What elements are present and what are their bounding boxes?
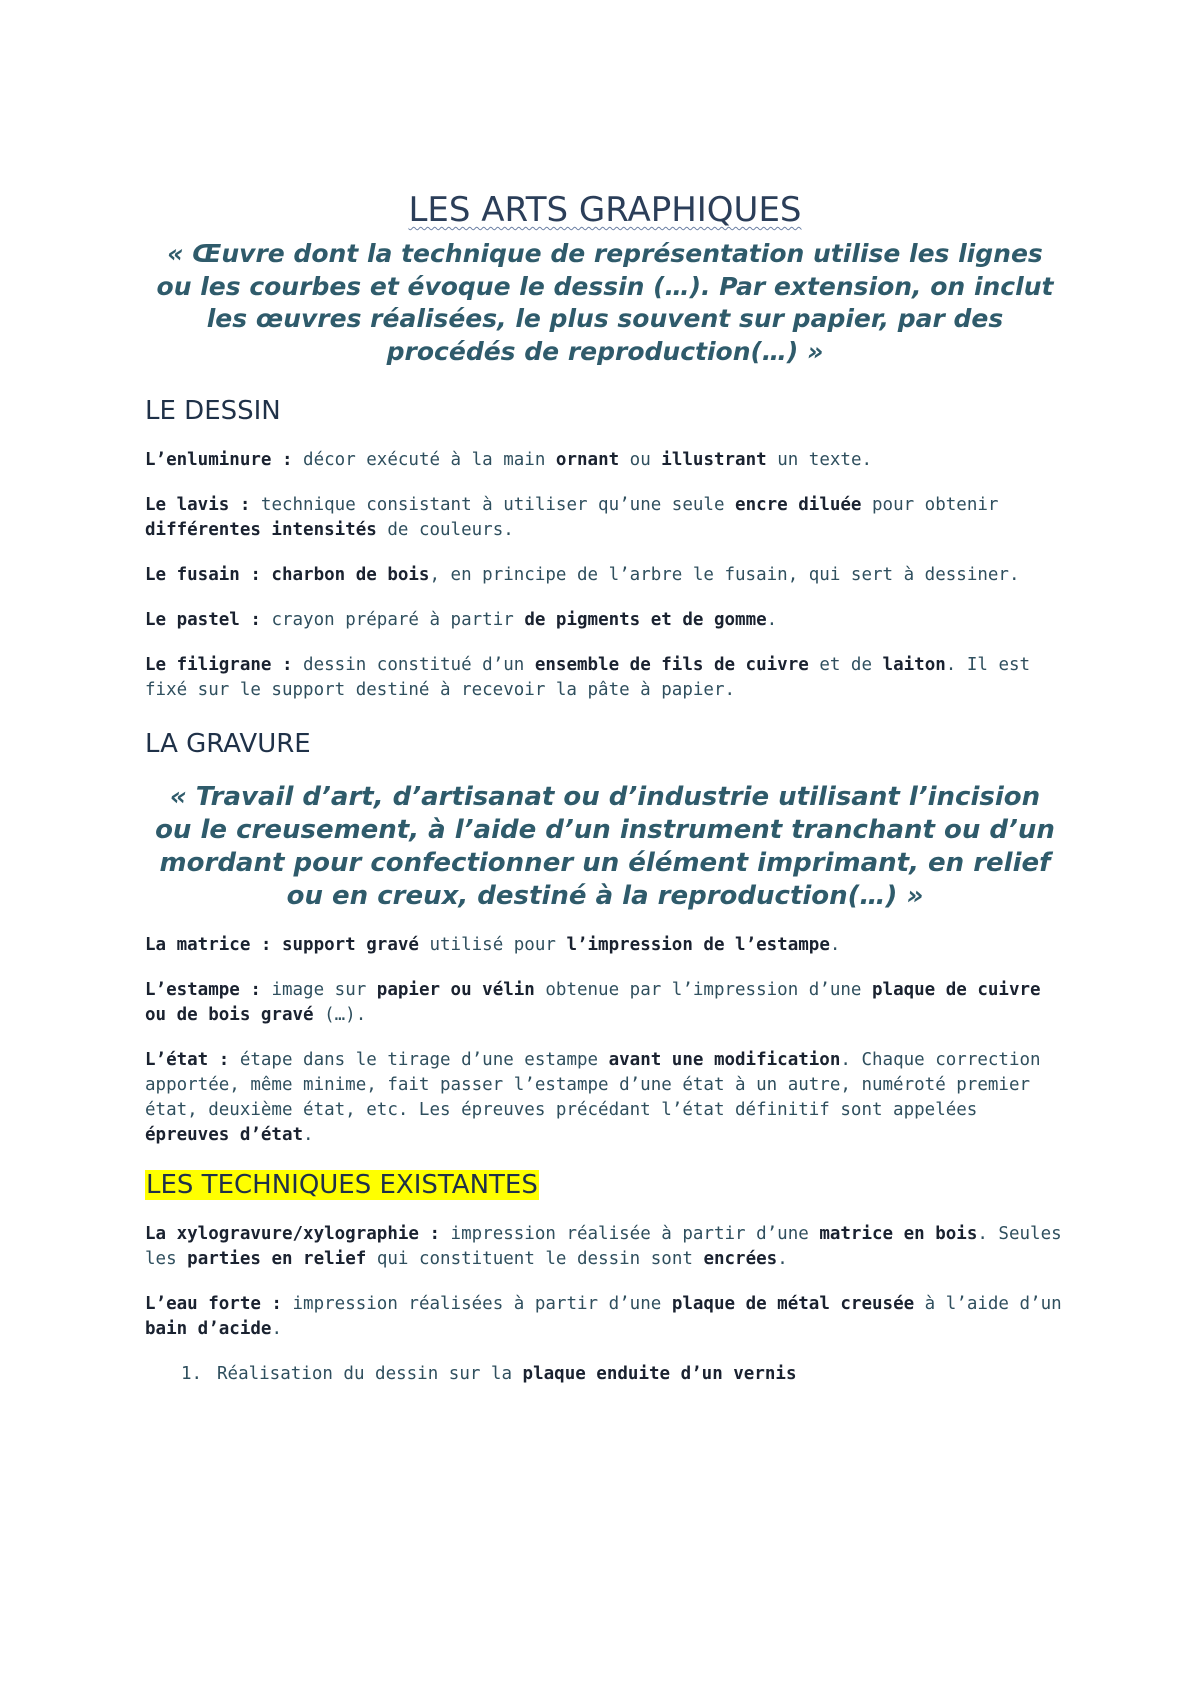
body-text: (…). bbox=[313, 1005, 367, 1025]
body-text: ou bbox=[619, 450, 662, 470]
body-text: . bbox=[766, 610, 778, 630]
body-text: . Chaque correction apportée, même minime, fait passer l’estampe d’une état à un autre, numéroté premier état, deuxième état, etc. Les épreuves précédant l’état définitif sont appelées bbox=[145, 1050, 1041, 1120]
gravure-definition bbox=[145, 978, 1065, 1028]
body-text: image sur bbox=[271, 980, 377, 1000]
document-content bbox=[145, 190, 1065, 1387]
section-heading-gravure: LA GRAVURE bbox=[145, 729, 311, 759]
body-text: décor exécuté à la main bbox=[303, 450, 556, 470]
intro-quote: « Œuvre dont la technique de représentation utilise les lignes ou les courbes et évoque le dessin (…). Par extension, on inclut les œuvres réalisées, le plus souvent sur papier, par des procédés de reproduction(…) » bbox=[156, 239, 1054, 366]
definition-term: Le pastel : bbox=[145, 610, 272, 630]
bold-text: plaque de métal creusée bbox=[671, 1294, 915, 1314]
body-text: Réalisation du dessin sur la bbox=[217, 1364, 523, 1384]
definition-term: L’eau forte : bbox=[145, 1294, 293, 1314]
definition-term: Le fusain : charbon de bois bbox=[145, 565, 430, 585]
definition-term: Le filigrane : bbox=[145, 655, 304, 675]
gravure-quote: « Travail d’art, d’artisanat ou d’industrie utilisant l’incision ou le creusement, à l’aide d’un instrument tranchant ou d’un mordant pour confectionner un élément imprimant, en relief ou en creux, destiné à la reproduction(…) » bbox=[155, 782, 1055, 911]
bold-text: différentes intensités bbox=[145, 520, 377, 540]
definition-term: L’enluminure : bbox=[145, 450, 304, 470]
body-text: . Il est fixé sur le support destiné à recevoir la pâte à papier. bbox=[145, 655, 1031, 700]
body-text: technique consistant à utiliser qu’une seule bbox=[260, 495, 736, 515]
body-text: crayon préparé à partir bbox=[271, 610, 525, 630]
bold-text: de pigments et de gomme bbox=[524, 610, 767, 630]
list-item-number: 1. bbox=[181, 1364, 203, 1384]
technique-definition bbox=[145, 1222, 1065, 1272]
page-title-text: LES ARTS GRAPHIQUES bbox=[408, 190, 802, 230]
body-text: . bbox=[777, 1249, 788, 1269]
body-text: . bbox=[829, 935, 841, 955]
bold-text: l’impression de l’estampe bbox=[566, 935, 830, 955]
body-text: utilisé pour bbox=[418, 935, 567, 955]
body-text: et de bbox=[808, 655, 883, 675]
techniques-steps-list bbox=[145, 1362, 1065, 1387]
list-item bbox=[181, 1362, 1065, 1387]
bold-text: plaque de cuivre ou de bois gravé bbox=[145, 980, 1041, 1025]
dessin-definitions bbox=[145, 448, 1065, 703]
bold-text: laiton bbox=[882, 655, 946, 675]
body-text: . bbox=[271, 1319, 282, 1339]
gravure-definitions bbox=[145, 933, 1065, 1148]
definition-term: La matrice : bbox=[145, 935, 282, 955]
bold-text: avant une modification bbox=[608, 1050, 841, 1070]
body-text: obtenue par l’impression d’une bbox=[534, 980, 872, 1000]
bold-text: matrice en bois bbox=[819, 1224, 978, 1244]
bold-text: ornant bbox=[555, 450, 620, 470]
bold-text: illustrant bbox=[661, 450, 767, 470]
bold-text: parties en relief bbox=[187, 1249, 367, 1269]
body-text: . bbox=[303, 1125, 314, 1145]
technique-definition bbox=[145, 1292, 1065, 1342]
bold-text: plaque enduite d’un vernis bbox=[522, 1364, 797, 1384]
techniques-definitions bbox=[145, 1222, 1065, 1342]
body-text: de couleurs. bbox=[376, 520, 514, 540]
bold-text: encre diluée bbox=[735, 495, 862, 515]
body-text: un texte. bbox=[766, 450, 873, 470]
body-text: . Seules les bbox=[145, 1224, 1062, 1269]
body-text: impression réalisée à partir d’une bbox=[450, 1224, 820, 1244]
bold-text: bain d’acide bbox=[145, 1319, 272, 1339]
dessin-definition bbox=[145, 653, 1065, 703]
section-heading-dessin: LE DESSIN bbox=[145, 396, 281, 426]
page-title bbox=[145, 190, 1065, 230]
body-text: pour obtenir bbox=[861, 495, 999, 515]
body-text: impression réalisées à partir d’une bbox=[292, 1294, 672, 1314]
definition-term: L’état : bbox=[145, 1050, 240, 1070]
bold-text: ensemble de fils de cuivre bbox=[534, 655, 809, 675]
section-heading-techniques bbox=[145, 1170, 1065, 1200]
dessin-definition bbox=[145, 448, 1065, 473]
definition-term: La xylogravure/xylographie : bbox=[145, 1224, 451, 1244]
bold-text: encrées bbox=[703, 1249, 778, 1269]
dessin-definition bbox=[145, 493, 1065, 543]
bold-text: papier ou vélin bbox=[376, 980, 535, 1000]
gravure-definition bbox=[145, 1048, 1065, 1148]
gravure-definition bbox=[145, 933, 1065, 958]
dessin-definition bbox=[145, 608, 1065, 633]
bold-text: support gravé bbox=[281, 935, 419, 955]
body-text: , en principe de l’arbre le fusain, qui sert à dessiner. bbox=[429, 565, 1020, 585]
body-text: dessin constitué d’un bbox=[303, 655, 535, 675]
dessin-definition bbox=[145, 563, 1065, 588]
bold-text: épreuves d’état bbox=[145, 1125, 304, 1145]
body-text: à l’aide d’un bbox=[914, 1294, 1062, 1314]
definition-term: Le lavis : bbox=[145, 495, 261, 515]
body-text: étape dans le tirage d’une estampe bbox=[239, 1050, 609, 1070]
body-text: qui constituent le dessin sont bbox=[366, 1249, 704, 1269]
definition-term: L’estampe : bbox=[145, 980, 272, 1000]
highlighted-heading-text: LES TECHNIQUES EXISTANTES bbox=[146, 1170, 538, 1200]
